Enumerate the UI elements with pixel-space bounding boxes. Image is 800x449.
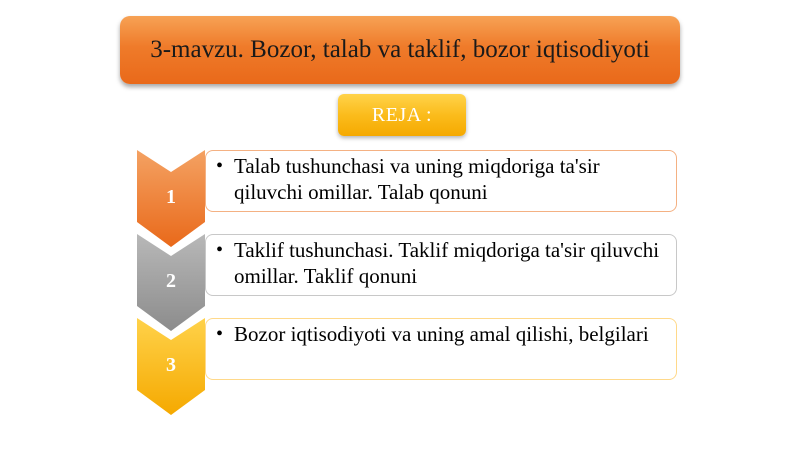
chevron-3 [137,318,205,415]
step-text: Talab tushunchasi va uning miqdoriga ta'sir qiluvchi omillar. Talab qonuni [234,154,600,204]
step-number: 2 [166,270,176,292]
step-card [205,150,677,212]
step-number: 1 [166,186,176,208]
plan-label: REJA : [371,103,433,126]
plan-step-2 [137,234,679,331]
bullet-icon: • [216,323,224,345]
bullet-icon: • [216,155,224,177]
step-card [205,318,677,380]
step-card [205,234,677,296]
slide-title: 3-mavzu. Bozor, talab va taklif, bozor iqtisodiyoti [150,36,650,63]
chevron-2 [137,234,205,331]
plan-step-1 [137,150,679,247]
chevron-1 [137,150,205,247]
step-text: Taklif tushunchasi. Taklif miqdoriga ta'sir qiluvchi omillar. Taklif qonuni [234,238,660,288]
plan-step-3 [137,318,679,415]
plan-banner [338,94,466,136]
step-text: Bozor iqtisodiyoti va uning amal qilishi, belgilari [234,322,649,346]
title-banner [120,16,680,84]
step-number: 3 [166,354,176,376]
bullet-icon: • [216,239,224,261]
